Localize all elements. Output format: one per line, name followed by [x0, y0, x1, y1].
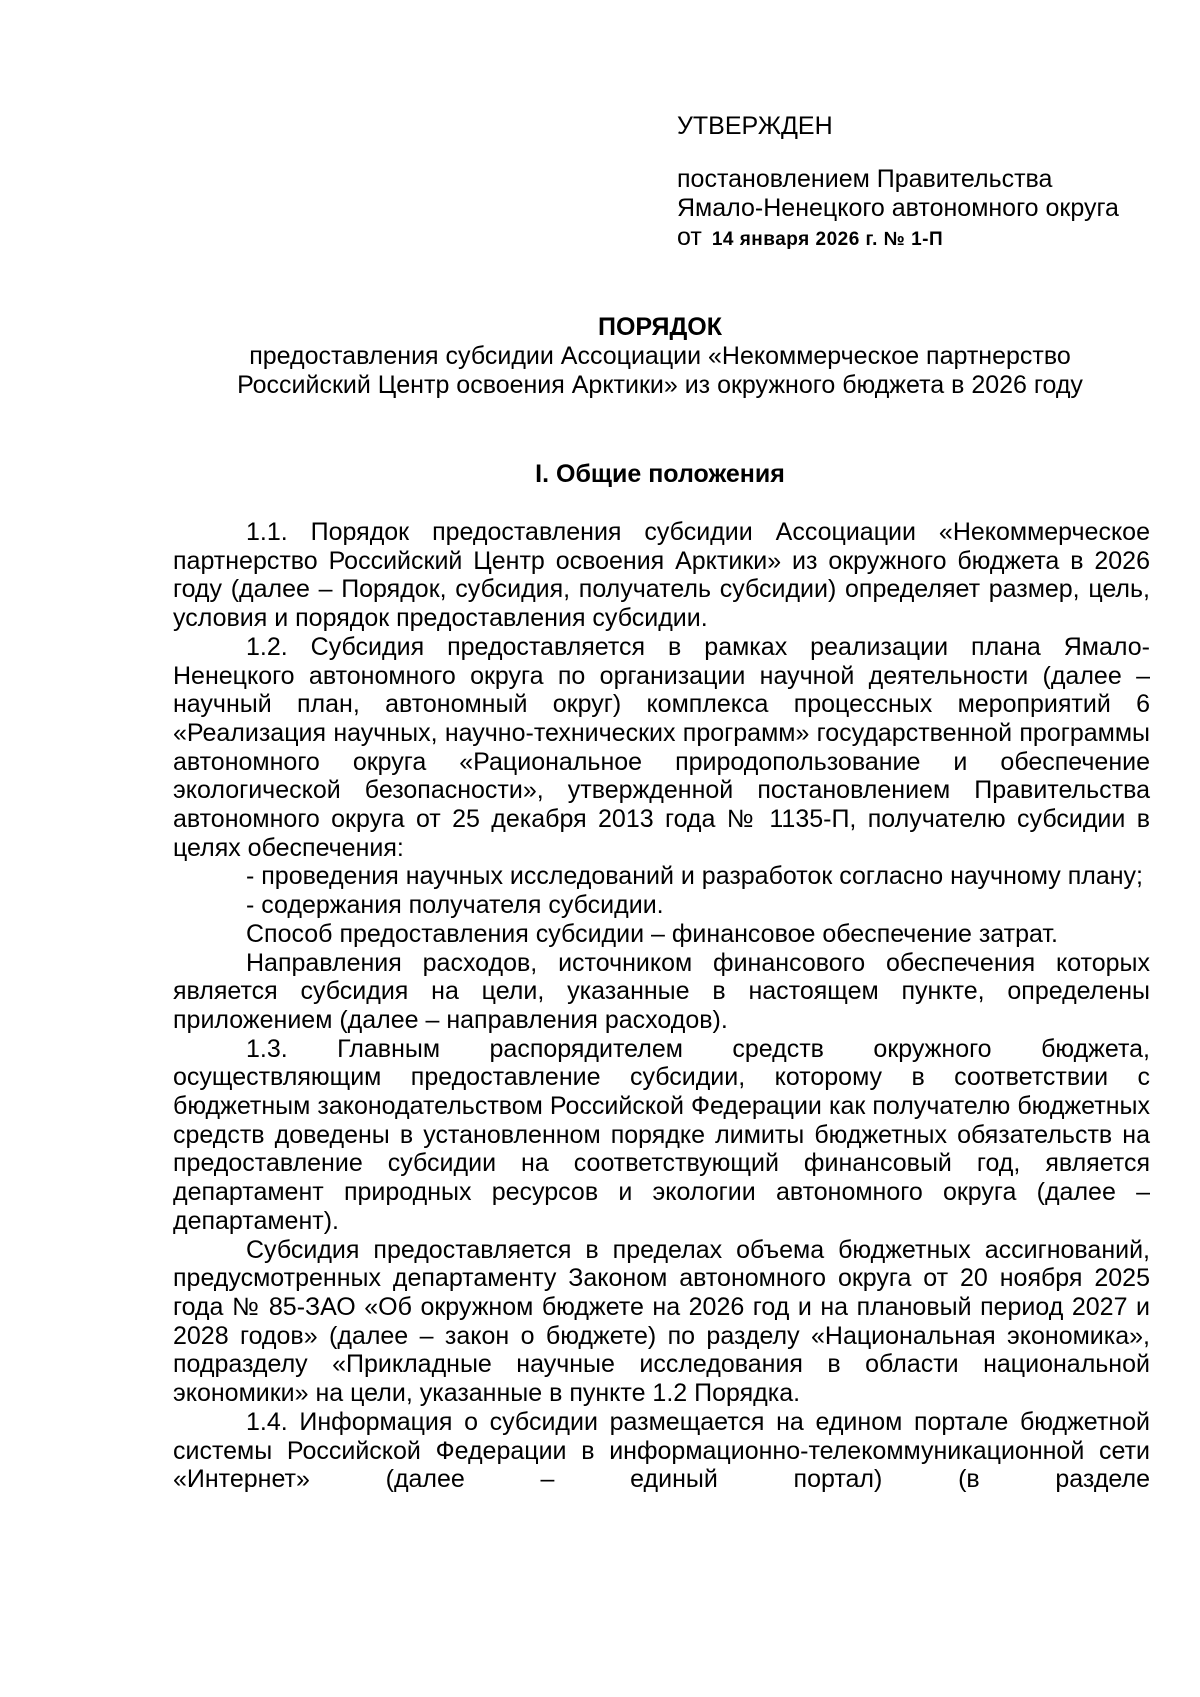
list-item-maintenance: - содержания получателя субсидии. — [246, 891, 664, 920]
paragraph-1-3: 1.3. Главным распорядителем средств окружного бюджета, осуществляющим предоставление субсидии, которому в соответствии с бюджетным законодательством Российской Федерации как получателю бюджетных средств доведены в установленном порядке лимиты бюджетных обязательств на предоставление субсидии на соответствующий финансовый год, является департамент природных ресурсов и экологии автономного округа (далее – департамент). — [173, 1034, 1150, 1235]
document-subtitle-line-2: Российский Центр освоения Арктики» из окружного бюджета в 2026 году — [237, 371, 1083, 399]
paragraph-budget: Субсидия предоставляется в пределах объема бюджетных ассигнований, предусмотренных департаменту Законом автономного округа от 20 ноября 2025 года № 85-ЗАО «Об окружном бюджете на 2026 год и на плановый период 2027 и 2028 годов» (далее – закон о бюджете) по разделу «Национальная экономика», подразделу «Прикладные научные исследования в области национальной экономики» на цели, указанные в пункте 1.2 Порядка. — [173, 1235, 1150, 1408]
approval-line-2: Ямало-Ненецкого автономного округа — [677, 194, 1119, 222]
approval-heading: УТВЕРЖДЕН — [677, 112, 833, 140]
approval-date-value: 14 января 2026 г. № 1-П — [711, 229, 944, 250]
paragraph-method: Способ предоставления субсидии – финансовое обеспечение затрат. — [246, 919, 1058, 948]
approval-line-1: постановлением Правительства — [677, 165, 1053, 193]
approval-date-line — [677, 223, 1119, 254]
paragraph-1-1: 1.1. Порядок предоставления субсидии Ассоциации «Некоммерческое партнерство Российский Центр освоения Арктики» из окружного бюджета в 2026 году (далее – Порядок, субсидия, получатель субсидии) определяет размер, цель, условия и порядок предоставления субсидии. — [173, 518, 1150, 633]
list-item-research: - проведения научных исследований и разработок согласно научному плану; — [246, 862, 1143, 891]
paragraph-1-4: 1.4. Информация о субсидии размещается на едином портале бюджетной системы Российской Федерации в информационно-телекоммуникационной сети «Интернет» (далее – единый портал) (в разделе — [173, 1407, 1150, 1494]
paragraph-1-2: 1.2. Субсидия предоставляется в рамках реализации плана Ямало-Ненецкого автономного округа по организации научной деятельности (далее – научный план, автономный округ) комплекса процессных мероприятий 6 «Реализация научных, научно-технических программ» государственной программы автономного округа «Рациональное природопользование и обеспечение экологической безопасности», утвержденной постановлением Правительства автономного округа от 25 декабря 2013 года № 1135-П, получателю субсидии в целях обеспечения: — [173, 632, 1150, 862]
section-heading: I. Общие положения — [535, 460, 785, 488]
document-title: ПОРЯДОК — [598, 313, 722, 341]
document-title-block — [170, 313, 1150, 400]
document-subtitle-line-1: предоставления субсидии Ассоциации «Некоммерческое партнерство — [249, 342, 1071, 370]
approval-block — [677, 112, 1119, 254]
document-body — [173, 518, 1150, 1494]
paragraph-directions: Направления расходов, источником финансового обеспечения которых является субсидия на цели, указанные в настоящем пункте, определены приложением (далее – направления расходов). — [173, 948, 1150, 1034]
approval-date-prefix: от — [677, 223, 702, 251]
